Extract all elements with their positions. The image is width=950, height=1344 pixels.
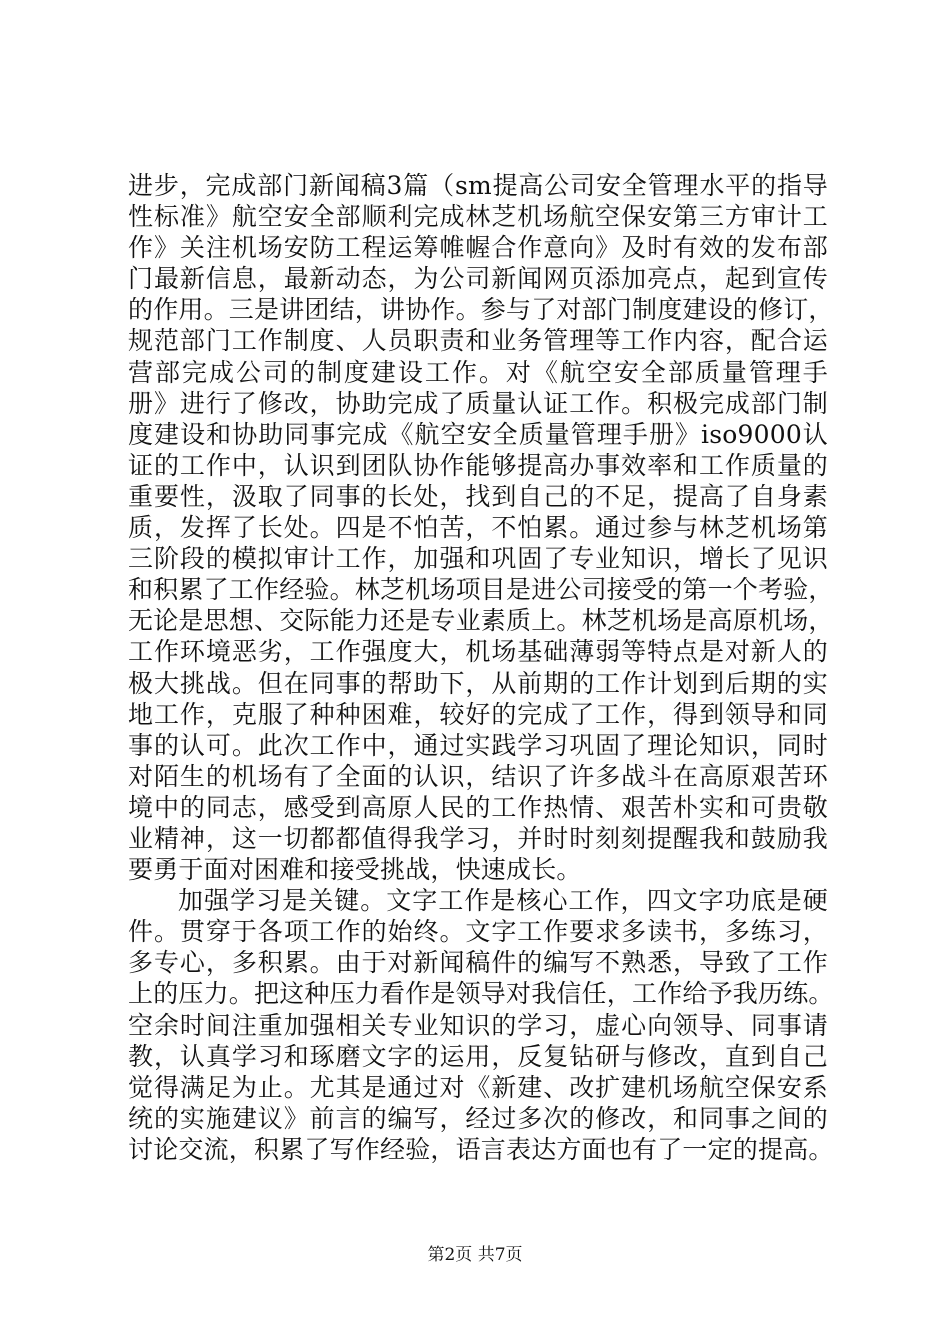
text-line: 证的工作中，认识到团队协作能够提高办事效率和工作质量的 bbox=[128, 450, 828, 480]
text-line: 对陌生的机场有了全面的认识，结识了许多战斗在高原艰苦环 bbox=[128, 761, 828, 791]
text-line: 重要性，汲取了同事的长处，找到自己的不足，提高了自身素 bbox=[128, 481, 828, 511]
text-line: 作》关注机场安防工程运筹帷幄合作意向》及时有效的发布部 bbox=[128, 233, 828, 263]
text-line: 的作用。三是讲团结，讲协作。参与了对部门制度建设的修订， bbox=[128, 295, 834, 325]
text-line: 极大挑战。但在同事的帮助下，从前期的工作计划到后期的实 bbox=[128, 668, 828, 698]
paragraph-start-line: 加强学习是关键。文字工作是核心工作，四文字功底是硬 bbox=[178, 886, 828, 916]
text-line: 质，发挥了长处。四是不怕苦，不怕累。通过参与林芝机场第 bbox=[128, 513, 828, 543]
text-line: 册》进行了修改，协助完成了质量认证工作。积极完成部门制 bbox=[128, 388, 828, 418]
text-line: 三阶段的模拟审计工作，加强和巩固了专业知识，增长了见识 bbox=[128, 544, 828, 574]
text-line: 业精神，这一切都都值得我学习，并时时刻刻提醒我和鼓励我 bbox=[128, 823, 828, 853]
text-line: 无论是思想、交际能力还是专业素质上。林芝机场是高原机场， bbox=[128, 606, 834, 636]
text-line: 和积累了工作经验。林芝机场项目是进公司接受的第一个考验， bbox=[128, 575, 834, 605]
text-line: 营部完成公司的制度建设工作。对《航空安全部质量管理手 bbox=[128, 357, 828, 387]
page-number-footer: 第2页 共7页 bbox=[427, 1245, 523, 1265]
text-line: 统的实施建议》前言的编写，经过多次的修改，和同事之间的 bbox=[128, 1103, 828, 1133]
text-line: 教，认真学习和琢磨文字的运用，反复钻研与修改，直到自己 bbox=[128, 1041, 828, 1071]
body-text bbox=[128, 170, 834, 1165]
text-line: 空余时间注重加强相关专业知识的学习，虚心向领导、同事请 bbox=[128, 1010, 828, 1040]
text-line: 觉得满足为止。尤其是通过对《新建、改扩建机场航空保安系 bbox=[128, 1072, 828, 1102]
text-line: 事的认可。此次工作中，通过实践学习巩固了理论知识，同时 bbox=[128, 730, 828, 760]
text-line: 多专心，多积累。由于对新闻稿件的编写不熟悉，导致了工作 bbox=[128, 948, 828, 978]
text-line: 门最新信息，最新动态，为公司新闻网页添加亮点，起到宣传 bbox=[128, 264, 828, 294]
text-line: 性标准》航空安全部顺利完成林芝机场航空保安第三方审计工 bbox=[128, 202, 828, 232]
text-line: 要勇于面对困难和接受挑战，快速成长。 bbox=[128, 855, 582, 885]
text-line: 件。贯穿于各项工作的始终。文字工作要求多读书，多练习， bbox=[128, 917, 828, 947]
text-line: 工作环境恶劣，工作强度大，机场基础薄弱等特点是对新人的 bbox=[128, 637, 828, 667]
text-line: 规范部门工作制度、人员职责和业务管理等工作内容，配合运 bbox=[128, 326, 828, 356]
text-line: 讨论交流，积累了写作经验，语言表达方面也有了一定的提高。 bbox=[128, 1134, 834, 1164]
text-line: 上的压力。把这种压力看作是领导对我信任，工作给予我历练。 bbox=[128, 979, 834, 1009]
text-line: 境中的同志，感受到高原人民的工作热情、艰苦朴实和可贵敬 bbox=[128, 792, 828, 822]
text-line: 进步，完成部门新闻稿3篇（sm提高公司安全管理水平的指导 bbox=[128, 171, 828, 200]
text-line: 度建设和协助同事完成《航空安全质量管理手册》iso9000认 bbox=[128, 419, 828, 449]
text-line: 地工作，克服了种种困难，较好的完成了工作，得到领导和同 bbox=[128, 699, 828, 729]
